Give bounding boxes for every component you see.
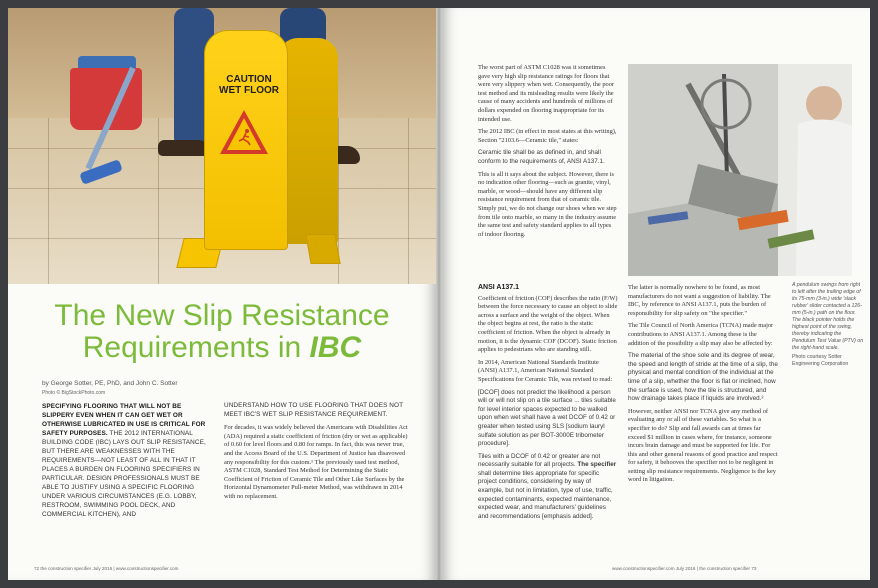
tcna-quote: The material of the shoe sole and its degree of wear, the speed and length of stride at the time of a slip, the physical and mental condition of the individual at the time of a slip, whether the floor is flat or inclined, how the surface is used, how the tile is structured, and how drainage takes place if liquids are involved.² [628, 352, 778, 403]
quote-emphasis: The specifier [577, 461, 617, 469]
body-paragraph: The worst part of ASTM C1028 was it sometimes gave very high slip resistance ratings for floors that were very slippery when wet. Consequently, the poor test method and its misleading results were likely the cause of many accidents and hundreds of millions of dollars expended on flooring inappropriate for its intended use. [478, 64, 615, 123]
right-column-1 [478, 64, 618, 243]
left-column-2 [224, 402, 408, 507]
pendulum-tester-illustration [628, 64, 852, 276]
title-line-1: The New Slip Resistance [54, 299, 390, 332]
photo-credit: Photo © BigStockPhoto.com [42, 390, 106, 396]
body-paragraph: Coefficient of friction (COF) describes the ratio (F/W) between the force necessary to cause an object to slide across a surface and the weight of the object. When the object begins at rest, the ratio is the static coefficient of friction. When the object is already in motion, it is the dynamic COF (DCOF). Static friction applies to pedestrians who are standing still. [478, 294, 618, 354]
body-paragraph: The latter is normally nowhere to be found, as most manufacturers do not want a suggestion of liability. The IBC, by reference to ANSI A137.1, puts the burden of responsibility for slip safety on "the specifier." [628, 284, 771, 317]
deck-rest: THE 2012 INTERNATIONAL BUILDING CODE (IBC) LAYS OUT SLIP RESISTANCE, BUT THERE ARE WEAKNESSES WITH THE REQUIREMENTS—NOT LEAST OF ALL IN THAT IT PLACES A BURDEN ON FLOORING SPECIFIERS IN PARTICULAR. DESIGN PROFESSIONALS MUST BE ABLE TO JUSTIFY USING A SPECIFIC FLOORING UNDER VARIOUS CIRCUMSTANCES (E.G. LOBBY, RESTROOM, SWIMMING POOL DECK, AND COMMERCIAL KITCHEN), AND [42, 430, 206, 518]
quote-text: Tiles with a DCOF of 0.42 or greater are not necessarily suitable for all projects. [478, 452, 601, 469]
caption-text: A pendulum swings from right to left after the trailing edge of its 75-mm (3-in.) wide 'slack rubber' slider contacted a 126-mm (5-in.) path on the floor. The black pointer holds the highest point of the swing, thereby indicating the Pendulum Test Value (PTV) on the right-hand scale. [792, 282, 864, 351]
caption-credit: Photo courtesy Sotter Engineering Corporation [792, 354, 849, 367]
body-paragraph: The 2012 IBC (in effect in most states at this writing), Section "2103.6—Ceramic tile," states: [478, 128, 617, 144]
page-footer-left: 72 the construction specifier July 2016 | www.constructionspecifier.com [34, 566, 179, 571]
page-footer-right: www.constructionspecifier.com July 2016 | the construction specifier 73 [612, 566, 757, 571]
byline: by George Sotter, PE, PhD, and John C. Sotter [42, 380, 178, 387]
article-deck [42, 402, 212, 519]
quote-text: shall determine tiles appropriate for specific project conditions, considering by way of example, but not in limitation, type of use, traffic, expected contaminants, expected maintenance, expected wear, and manufacturers' guidelines and recommendations [emphasis added]. [478, 469, 613, 520]
photo-caption [792, 282, 864, 368]
body-paragraph: In 2014, American National Standards Institute (ANSI) A137.1, American National Standard Specifications for Ceramic Tile, was revised to read: [478, 358, 613, 383]
pendulum-tester-photo [628, 64, 852, 276]
title-ibc: IBC [309, 331, 362, 364]
title-line-2-text: Requirements in [82, 331, 310, 364]
standard-quote: [DCOF] does not predict the likelihood a person will or will not slip on a tile surface ... tiles suitable for level interior spaces expected to be walked upon when wet shall have a wet DCOF of 0.42 or greater when tested using SLS [sodium lauryl sulfate solution as per BOT-3000E tribometer procedure]. [478, 388, 616, 448]
right-column-2 [478, 284, 618, 525]
body-paragraph: This is all it says about the subject. However, there is no indication other flooring—such as granite, vinyl, marble, or wood—should have any different slip resistance requirement from that of ceramic tile. Simply put, we do not change our shoes when we step from tile onto marble, so many in the industry assume the same test and safety standard applies to all types of indoor flooring. [478, 170, 617, 238]
right-page [442, 8, 870, 580]
section-heading: ANSI A137.1 [478, 284, 519, 291]
deck-continued: UNDERSTAND HOW TO USE FLOORING THAT DOES NOT MEET IBC'S WET SLIP RESISTANCE REQUIREMENT. [224, 402, 403, 418]
sign-text: CAUTION WET FLOOR [219, 74, 279, 96]
code-quote: Ceramic tile shall be as defined in, and shall conform to the requirements of, ANSI A137.1. [478, 149, 605, 165]
magazine-spread [8, 8, 870, 580]
right-column-3 [628, 284, 778, 489]
title-line-2 [8, 332, 436, 364]
body-paragraph: However, neither ANSI nor TCNA give any method of evaluating any or all of these variables. So what is a specifier to do? Slip and fall awards can at times far exceed $1 million in cases where, for instance, someone incurs brain damage and must be supported for life. For this and other general reasons of good practice and respect for safety, it behooves the specifier not to be negligent in setting slip resistance requirements. Negligence is the key word in litigation. [628, 407, 778, 484]
article-title [8, 300, 436, 364]
wet-floor-photo [8, 8, 436, 284]
left-page [8, 8, 436, 580]
standard-quote-2 [478, 453, 618, 522]
slipping-person-icon [238, 128, 252, 146]
body-paragraph: The Tile Council of North America (TCNA) made major contributions to ANSI A137.1. Among these is the addition of the possibility a slip may also be affected by: [628, 322, 774, 347]
body-paragraph: For decades, it was widely believed the Americans with Disabilities Act (ADA) required a static coefficient of friction (dry or wet as applicable) of 0.60 for level floors and 0.80 for ramps. In fact, this was never true, and the Access Board of the U.S. Department of Justice has disavowed any responsibility for this custom.¹ The previously used test method, ASTM C1028, Standard Test Method for Determining the Static Coefficient of Friction of Ceramic Tile and Other Like Surfaces by the Horizontal Dynamometer Pull-meter Method, was withdrawn in 2014 with no replacement. [224, 424, 408, 500]
deck-bold: SPECIFYING FLOORING THAT WILL NOT BE SLIPPERY EVEN WHEN IT CAN GET WET OR OTHERWISE LUBRICATED IN USE IS CRITICAL FOR SAFETY PURPOSES. [42, 403, 206, 437]
